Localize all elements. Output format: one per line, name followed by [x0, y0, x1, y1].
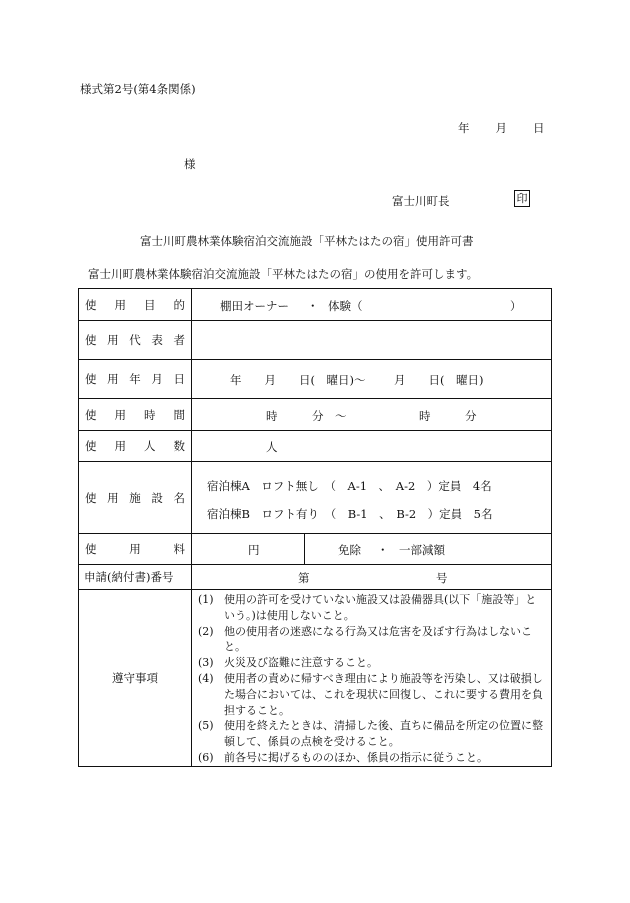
label-char: 用	[129, 542, 141, 556]
label-fee-text	[79, 541, 191, 557]
label-char: 人	[144, 439, 156, 453]
label-char: 的	[173, 297, 185, 312]
label-application-text: 申請(納付書)番号	[84, 570, 174, 584]
document-title: 富士川町農林業体験宿泊交流施設「平林たはたの宿」使用許可書	[140, 234, 474, 248]
label-char: 使	[85, 542, 97, 556]
rule-text: 他の使用者の迷惑になる行為又は危害を及ぼす行為はしないこと。	[224, 624, 532, 654]
facility-building-b: 宿泊棟B ロフト有り （ B-1 、 B-2 ）定員 5名	[207, 506, 493, 521]
label-char: 代	[129, 333, 141, 347]
purpose-option-experience: 体験（	[328, 298, 363, 313]
people-unit: 人	[266, 440, 278, 454]
rule-text: 使用者の責めに帰すべき理由により施設等を汚染し、又は破損した場合においては、これを現状に回復し、これに要する費用を負担すること。	[224, 671, 543, 717]
label-fee	[79, 534, 192, 565]
label-time	[79, 399, 192, 431]
value-facility[interactable]	[192, 462, 552, 534]
dates-end: 月 日( 曜日)	[394, 373, 484, 387]
label-char: 者	[173, 333, 185, 347]
purpose-option-tanada: 棚田オーナー	[220, 298, 289, 313]
label-char: 名	[173, 490, 185, 505]
label-char: 用	[114, 439, 126, 453]
label-rules	[79, 590, 192, 767]
rule-text: 火災及び盗難に注意すること。	[224, 656, 378, 670]
facility-building-a: 宿泊棟A ロフト無し （ A-1 、 A-2 ）定員 4名	[207, 478, 492, 493]
rule-number: (5)	[198, 719, 214, 733]
purpose-close: ）	[510, 298, 522, 313]
label-char: 数	[173, 439, 185, 453]
label-application	[79, 565, 192, 590]
rule-item	[192, 655, 551, 671]
rule-item	[192, 718, 551, 750]
rule-number: (4)	[198, 671, 214, 685]
fee-unit: 円	[248, 543, 260, 557]
rule-number: (6)	[198, 750, 214, 764]
date-day: 日	[533, 121, 545, 135]
label-char: 使	[85, 439, 97, 453]
label-dates-text	[79, 371, 191, 387]
rule-item	[192, 592, 551, 624]
label-purpose	[79, 289, 192, 321]
label-char: 年	[129, 372, 141, 386]
fee-partial-reduction: 一部減額	[399, 543, 445, 557]
permit-table	[78, 288, 552, 767]
label-char: 日	[173, 372, 185, 386]
row-rules	[79, 590, 552, 767]
rule-item	[192, 750, 551, 766]
label-char: 用	[107, 372, 119, 386]
issuer-name: 富士川町長	[392, 194, 450, 208]
label-char: 使	[85, 297, 97, 312]
label-char: 間	[173, 407, 185, 422]
fee-exempt: 免除	[338, 543, 361, 557]
label-char: 目	[144, 297, 156, 312]
date-line	[458, 120, 545, 136]
label-facility	[79, 462, 192, 534]
label-char: 使	[85, 490, 97, 505]
dates-start: 年 月 日( 曜日)～	[230, 373, 366, 387]
label-representative	[79, 321, 192, 360]
label-facility-text	[79, 490, 191, 506]
label-char: 料	[173, 542, 185, 556]
row-dates	[79, 360, 552, 399]
label-people-text	[79, 438, 191, 454]
label-dates	[79, 360, 192, 399]
label-char: 表	[151, 333, 163, 347]
rule-text: 使用の許可を受けていない施設又は設備器具(以下「施設等」という。)は使用しないこと。	[224, 593, 537, 622]
time-end: 時 分	[419, 408, 477, 423]
label-char: 施	[129, 490, 141, 505]
value-fee-option[interactable]	[248, 534, 552, 565]
value-people[interactable]	[192, 431, 552, 462]
time-start: 時 分 ～	[266, 408, 347, 423]
label-char: 月	[151, 372, 163, 386]
value-application[interactable]	[192, 565, 552, 590]
row-representative	[79, 321, 552, 360]
row-people	[79, 431, 552, 462]
value-dates[interactable]	[192, 360, 552, 399]
label-people	[79, 431, 192, 462]
rule-item	[192, 671, 551, 718]
label-char: 用	[107, 333, 119, 347]
rule-number: (1)	[198, 593, 214, 606]
fee-dot: ・	[377, 543, 389, 557]
rule-number: (2)	[198, 624, 214, 638]
row-purpose	[79, 289, 552, 321]
addressee-suffix: 様	[184, 157, 196, 171]
label-representative-text	[79, 332, 191, 348]
row-time	[79, 399, 552, 431]
label-char: 用	[114, 407, 126, 422]
intro-text: 富士川町農林業体験宿泊交流施設「平林たはたの宿」の使用を許可します。	[88, 267, 479, 281]
date-month: 月	[495, 121, 507, 135]
label-time-text	[79, 407, 191, 423]
label-char: 時	[144, 407, 156, 422]
label-purpose-text	[79, 297, 191, 313]
label-char: 設	[151, 490, 163, 505]
label-char: 使	[85, 333, 97, 347]
application-suffix: 号	[436, 571, 448, 585]
value-purpose[interactable]	[192, 289, 552, 321]
date-year: 年	[458, 121, 470, 135]
form-number: 様式第2号(第4条関係)	[80, 82, 196, 96]
label-char: 用	[107, 490, 119, 505]
value-representative[interactable]	[192, 321, 552, 360]
value-time[interactable]	[192, 399, 552, 431]
row-fee	[79, 534, 552, 565]
label-char: 使	[85, 372, 97, 386]
application-prefix: 第	[298, 571, 310, 585]
label-char: 使	[85, 407, 97, 422]
rule-text: 前各号に掲げるもののほか、係員の指示に従うこと。	[224, 750, 488, 764]
row-application	[79, 565, 552, 590]
label-rules-text: 遵守事項	[112, 670, 158, 685]
rule-text: 使用を終えたときは、清掃した後、直ちに備品を所定の位置に整頓して、係員の点検を受けること。	[224, 719, 543, 749]
row-facility	[79, 462, 552, 534]
rule-number: (3)	[198, 656, 214, 670]
rules-list	[192, 590, 552, 767]
purpose-dot: ・	[307, 298, 319, 313]
rule-item	[192, 624, 551, 656]
seal-mark: 印	[514, 190, 530, 207]
label-char: 用	[114, 297, 126, 312]
